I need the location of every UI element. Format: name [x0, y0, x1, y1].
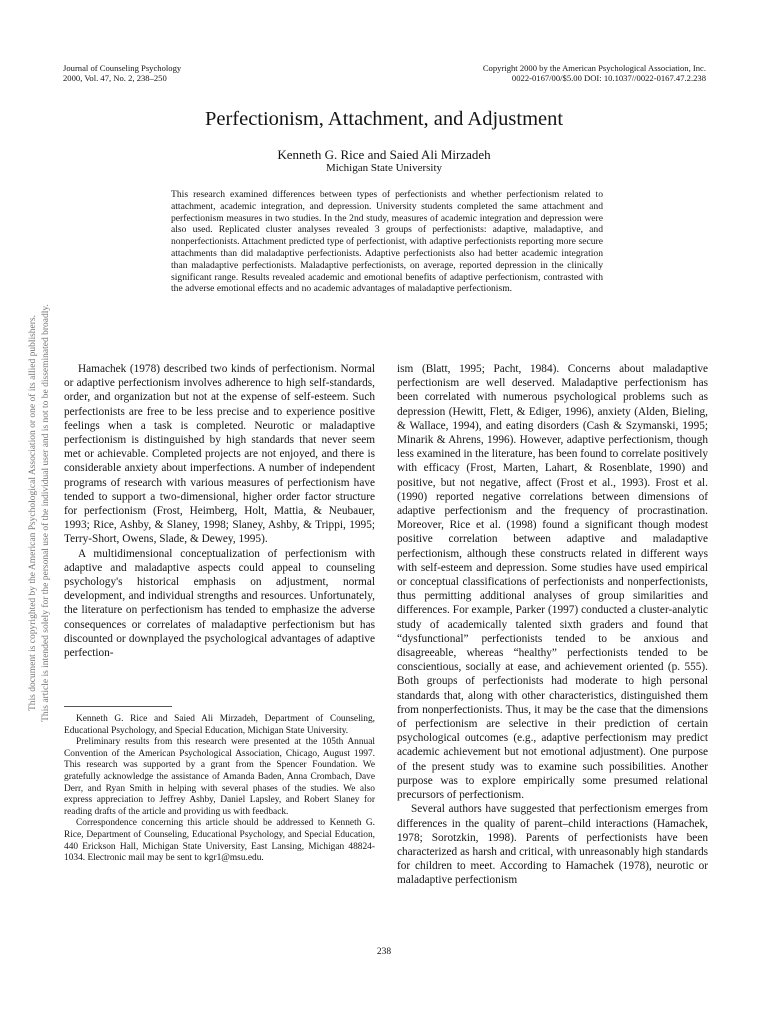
article-title: Perfectionism, Attachment, and Adjustment: [204, 108, 564, 130]
author-note: Preliminary results from this research were presented at the 105th Annual Convention of the American Psychological Association, Chicago, August 1997. This research was supported by a grant from the Spencer Foundation. We gratefully acknowledge the assistance of Amanda Baden, Anna Crombach, Dave Derr, and Ryan Smith in helping with several phases of the studies. We also express appreciation to Jeffrey Ashby, Daniel Lapsley, and Robert Slaney for reading drafts of the article and providing us with feedback.: [64, 737, 375, 817]
body-paragraph: A multidimensional conceptualization of perfectionism with adaptive and maladaptive aspects could appeal to counseling psychology's historical emphasis on adjustment, normal development, and individual strengths and resources. Unfortunately, the literature on perfectionism has tended to emphasize the adverse consequences or correlates of maladaptive perfectionism but has discounted or downplayed the psychological advantages of adaptive perfection-: [64, 547, 375, 660]
author-affiliation: Michigan State University: [325, 162, 443, 174]
copyright-header: [483, 63, 706, 83]
abstract: This research examined differences between types of perfectionists and whether perfectionism related to attachment, academic integration, and depression. University students completed the same attachment and perfectionism measures in two studies. In the 2nd study, measures of academic integration and depression were also used. Replicated cluster analyses revealed 3 groups of perfectionists: adaptive, maladaptive, and nonperfectionists. Attachment predicted type of perfectionist, with adaptive perfectionists reporting more secure attachments than did maladaptive perfectionists. Adaptive perfectionists also had better academic integration than maladaptive perfectionists. Maladaptive perfectionists, on average, reported depression in the clinically significant range. Results revealed academic and emotional benefits of adaptive perfectionism, contrasted with the adverse emotional effects and no academic advantages of maladaptive perfectionism.: [171, 189, 603, 295]
journal-name: Journal of Counseling Psychology: [63, 63, 182, 73]
doi-line: 0022-0167/00/$5.00 DOI: 10.1037//0022-0167.47.2.238: [511, 73, 706, 83]
author-notes: [64, 714, 375, 865]
footnote-rule: [64, 706, 172, 707]
journal-header: [63, 63, 181, 83]
article-authors: Kenneth G. Rice and Saied Ali Mirzadeh: [277, 147, 491, 162]
author-note: Kenneth G. Rice and Saied Ali Mirzadeh, Department of Counseling, Educational Psychology, and Special Education, Michigan State University.: [64, 714, 375, 736]
copyright-line: Copyright 2000 by the American Psychological Association, Inc.: [482, 63, 706, 73]
body-column-right: [397, 362, 708, 888]
body-paragraph: Hamachek (1978) described two kinds of perfectionism. Normal or adaptive perfectionism involves adherence to high self-standards, order, and organization but not at the expense of self-esteem. Such perfectionists are free to be less precise and to experience positive feelings when a task is completed. Neurotic or maladaptive perfectionism is distinguished by high standards that never seem met or achievable. Completed projects are not enjoyed, and there is considerable anxiety about imperfections. A number of independent programs of research with various measures of perfectionism have tended to support a two-dimensional, higher order factor structure for perfectionism (Frost, Heimberg, Holt, Mattia, & Neubauer, 1993; Rice, Ashby, & Slaney, 1998; Slaney, Ashby, & Trippi, 1995; Terry-Short, Owens, Slade, & Dewey, 1995).: [64, 363, 375, 546]
journal-volume: 2000, Vol. 47, No. 2, 238–250: [63, 73, 167, 83]
watermark-line: This document is copyrighted by the American Psychological Association or one of its allied publishers.: [28, 314, 38, 712]
body-paragraph: ism (Blatt, 1995; Pacht, 1984). Concerns about maladaptive perfectionism are well deserved. Maladaptive perfectionism has been correlated with numerous psychological problems such as depression (Hewitt, Flett, & Ediger, 1996), anxiety (Alden, Bieling, & Wallace, 1994), and eating disorders (Cash & Szymanski, 1995; Minarik & Ahrens, 1996). However, adaptive perfectionism, though less examined in the literature, has been found to correlate positively with efficacy (Frost, Marten, Lahart, & Rosenblate, 1990) and positive, but not negative, affect (Frost et al., 1993). Frost et al. (1990) reported negative correlations between dimensions of adaptive perfectionism and the frequency of procrastination. Moreover, Rice et al. (1998) found a significant though modest positive correlation between adaptive and maladaptive perfectionism, although these constructs related in different ways with self-esteem and depression. Some studies have used empirical or conceptual classifications of perfectionists and nonperfectionists, thus permitting additional analyses of group similarities and differences. For example, Parker (1997) conducted a cluster-analytic study of academically talented sixth graders and found that “dysfunctional” perfectionists tended to be anxious and disagreeable, whereas “healthy” perfectionists tended to be conscientious, socially at ease, and achievement oriented (p. 555). Both groups of perfectionists had moderate to high personal standards that, along with other characteristics, distinguished them from nonperfectionists. Thus, it may be the case that the dimensions of perfectionism are selective in their prediction of certain psychological outcomes (e.g., adaptive perfectionism may predict academic achievement but not emotional adjustment). One purpose of the present study was to examine such possibilities. Another purpose was to explore empirically some presumed relational precursors of perfectionism.: [397, 363, 708, 802]
body-paragraph: Several authors have suggested that perfectionism emerges from differences in the quality of parent–child interactions (Hamachek, 1978; Sorotzkin, 1998). Parents of perfectionists have been characterized as harsh and critical, with unreasonably high standards for children to meet. According to Hamachek (1978), neurotic or maladaptive perfectionism: [397, 803, 708, 887]
body-column-left: [64, 362, 375, 660]
page-number: 238: [376, 947, 392, 957]
author-note: Correspondence concerning this article should be addressed to Kenneth G. Rice, Department of Counseling, Educational Psychology, and Special Education, 440 Erickson Hall, Michigan State University, East Lansing, Michigan 48824-1034. Electronic mail may be sent to kgr1@msu.edu.: [64, 818, 375, 864]
copyright-watermark: [27, 23, 53, 1003]
watermark-line: This article is intended solely for the personal use of the individual user and is not to be disseminated broadly.: [41, 304, 51, 722]
